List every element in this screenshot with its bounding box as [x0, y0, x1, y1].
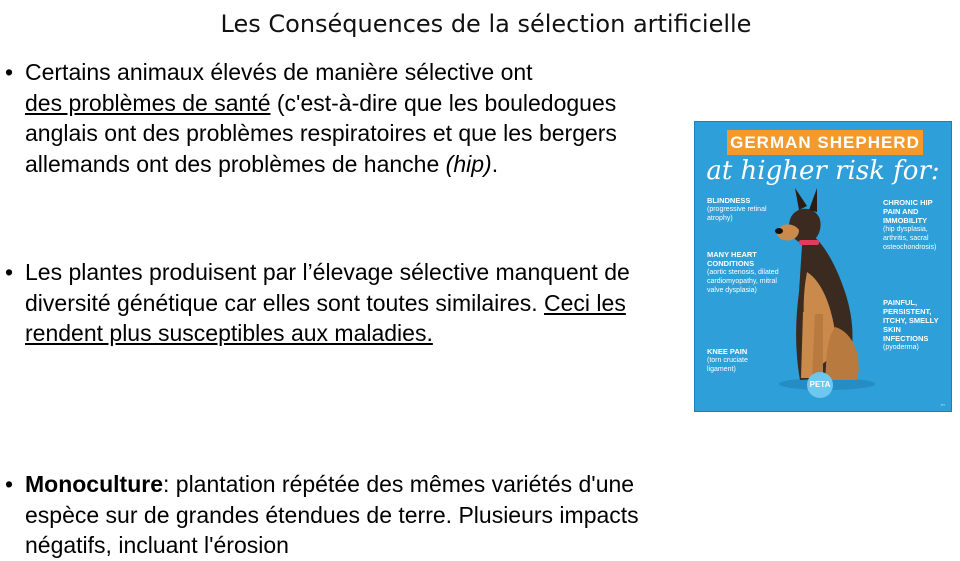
label-knee: KNEE PAIN (torn cruciate ligament): [707, 347, 748, 373]
label-skin: PAINFUL, PERSISTENT, ITCHY, SMELLY SKIN INFECTIONS (pyoderma): [883, 298, 939, 351]
bullet-text: Monoculture: plantation répétée des mêmes variétés d'une espèce sur de grandes étendues de terre. Plusieurs impacts négatifs, incluant l'érosion: [25, 471, 639, 558]
label-hip: CHRONIC HIP PAIN AND IMMOBILITY (hip dysplasia, arthritis, sacral osteochondrosis): [883, 198, 937, 251]
health-problems-text: des problèmes de santé: [25, 89, 271, 116]
bullet-plant-diversity: [5, 257, 685, 349]
poster-subtitle: at higher risk for:: [706, 156, 940, 186]
bullet-monoculture: [5, 469, 685, 561]
bullet-dot: •: [5, 59, 14, 85]
label-blindness: BLINDNESS (progressive retinal atrophy): [707, 196, 767, 222]
slide-title: Les Conséquences de la sélection artificielle: [220, 10, 752, 38]
hip-term: (hip): [445, 150, 492, 177]
german-shepherd-poster: [694, 121, 952, 412]
disease-susceptibility-text: Ceci les rendent plus susceptibles aux maladies.: [25, 289, 626, 346]
bullet-text: Les plantes produisent par l’élevage sélective manquent de diversité génétique car elles sont toutes similaires. Ceci les rendent plus susceptibles aux maladies.: [25, 259, 630, 346]
bullet-dot: •: [5, 259, 14, 285]
bullet-dot: •: [5, 471, 14, 497]
german-shepherd-dog-illustration: [695, 122, 951, 411]
poster-badge: GERMAN SHEPHERD: [727, 130, 923, 155]
peta-logo: PETA: [807, 372, 833, 398]
bullet-text: Certains animaux élevés de manière sélective ont des problèmes de santé (c'est-à-dire que les bouledogues anglais ont des problèmes respiratoires et que les bergers allemands ont des problèmes de hanche (hip).: [25, 59, 617, 177]
poster-fine-print: ▪▪▪: [940, 402, 945, 407]
label-heart: MANY HEART CONDITIONS (aortic stenosis, dilated cardiomyopathy, mitral valve dysplasia): [707, 250, 779, 294]
bullet-health-problems: [5, 57, 695, 179]
monoculture-term: Monoculture: [25, 471, 163, 497]
